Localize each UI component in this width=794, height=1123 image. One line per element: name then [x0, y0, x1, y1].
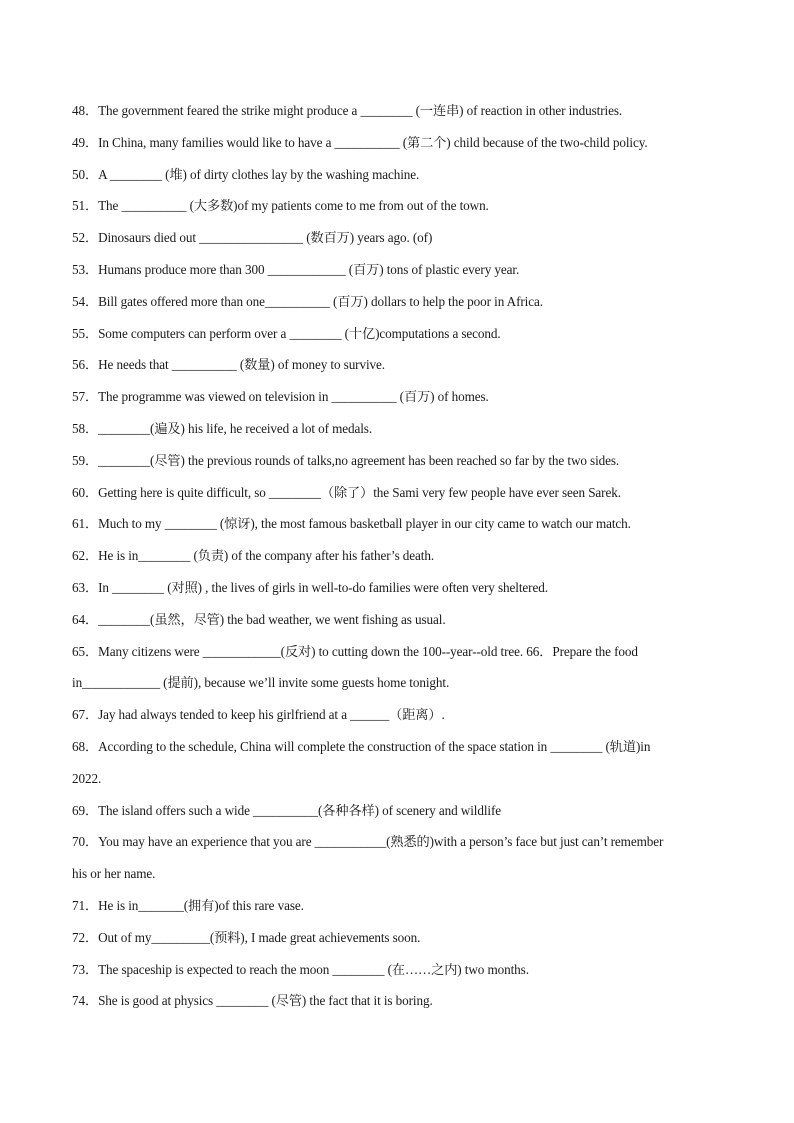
- question-line: 54．Bill gates offered more than one__________ (百万) dollars to help the poor in Africa.: [72, 293, 543, 309]
- question-line: 71．He is in_______(拥有)of this rare vase.: [72, 897, 304, 913]
- question-line: 60．Getting here is quite difficult, so ________（除了）the Sami very few people have ever seen Sarek.: [72, 484, 621, 500]
- question-line: 53．Humans produce more than 300 ____________ (百万) tons of plastic every year.: [72, 261, 520, 277]
- question-line-continued: his or her name.: [72, 866, 156, 882]
- question-line: 51．The __________ (大多数)of my patients come to me from out of the town.: [72, 198, 489, 214]
- question-line: 67．Jay had always tended to keep his girlfriend at a ______（距离）.: [72, 707, 445, 723]
- question-line: 52．Dinosaurs died out ________________ (数百万) years ago. (of): [72, 230, 433, 246]
- question-line: 73．The spaceship is expected to reach the moon ________ (在……之内) two months.: [72, 961, 529, 977]
- question-line: 61．Much to my ________ (惊讶), the most famous basketball player in our city came to watch our match.: [72, 516, 631, 532]
- question-line: 65．Many citizens were ____________(反对) to cutting down the 100--year--old tree. 66．Prepare the food: [72, 643, 638, 659]
- question-line-continued: in____________ (提前), because we’ll invite some guests home tonight.: [72, 675, 450, 691]
- question-line-continued: 2022.: [72, 770, 102, 786]
- question-line: 74．She is good at physics ________ (尽管) the fact that it is boring.: [72, 993, 433, 1009]
- question-line: 68．According to the schedule, China will complete the construction of the space station in ________ (轨道)in: [72, 738, 651, 754]
- question-line: 69．The island offers such a wide __________(各种各样) of scenery and wildlife: [72, 802, 502, 818]
- question-line: 64．________(虽然，尽管) the bad weather, we went fishing as usual.: [72, 611, 446, 627]
- question-line: 70．You may have an experience that you are ___________(熟悉的)with a person’s face but just can’t remember: [72, 834, 664, 850]
- question-line: 59．________(尽管) the previous rounds of talks,no agreement has been reached so far by the two sides.: [72, 452, 620, 468]
- question-line: 48．The government feared the strike might produce a ________ (一连串) of reaction in other industries.: [72, 103, 623, 118]
- question-line: 56．He needs that __________ (数量) of money to survive.: [72, 357, 385, 373]
- question-line: 63．In ________ (对照) , the lives of girls in well-to-do families were often very sheltered.: [72, 579, 548, 595]
- question-line: 72．Out of my_________(预料), I made great achievements soon.: [72, 929, 421, 945]
- question-line: 58．________(遍及) his life, he received a lot of medals.: [72, 420, 373, 436]
- question-line: 49．In China, many families would like to have a __________ (第二个) child because of the two-child policy.: [72, 134, 648, 150]
- question-line: 57．The programme was viewed on television in __________ (百万) of homes.: [72, 389, 489, 405]
- question-line: 55．Some computers can perform over a ________ (十亿)computations a second.: [72, 325, 501, 341]
- question-line: 62．He is in________ (负责) of the company after his father’s death.: [72, 548, 435, 564]
- question-line: 50．A ________ (堆) of dirty clothes lay by the washing machine.: [72, 166, 420, 182]
